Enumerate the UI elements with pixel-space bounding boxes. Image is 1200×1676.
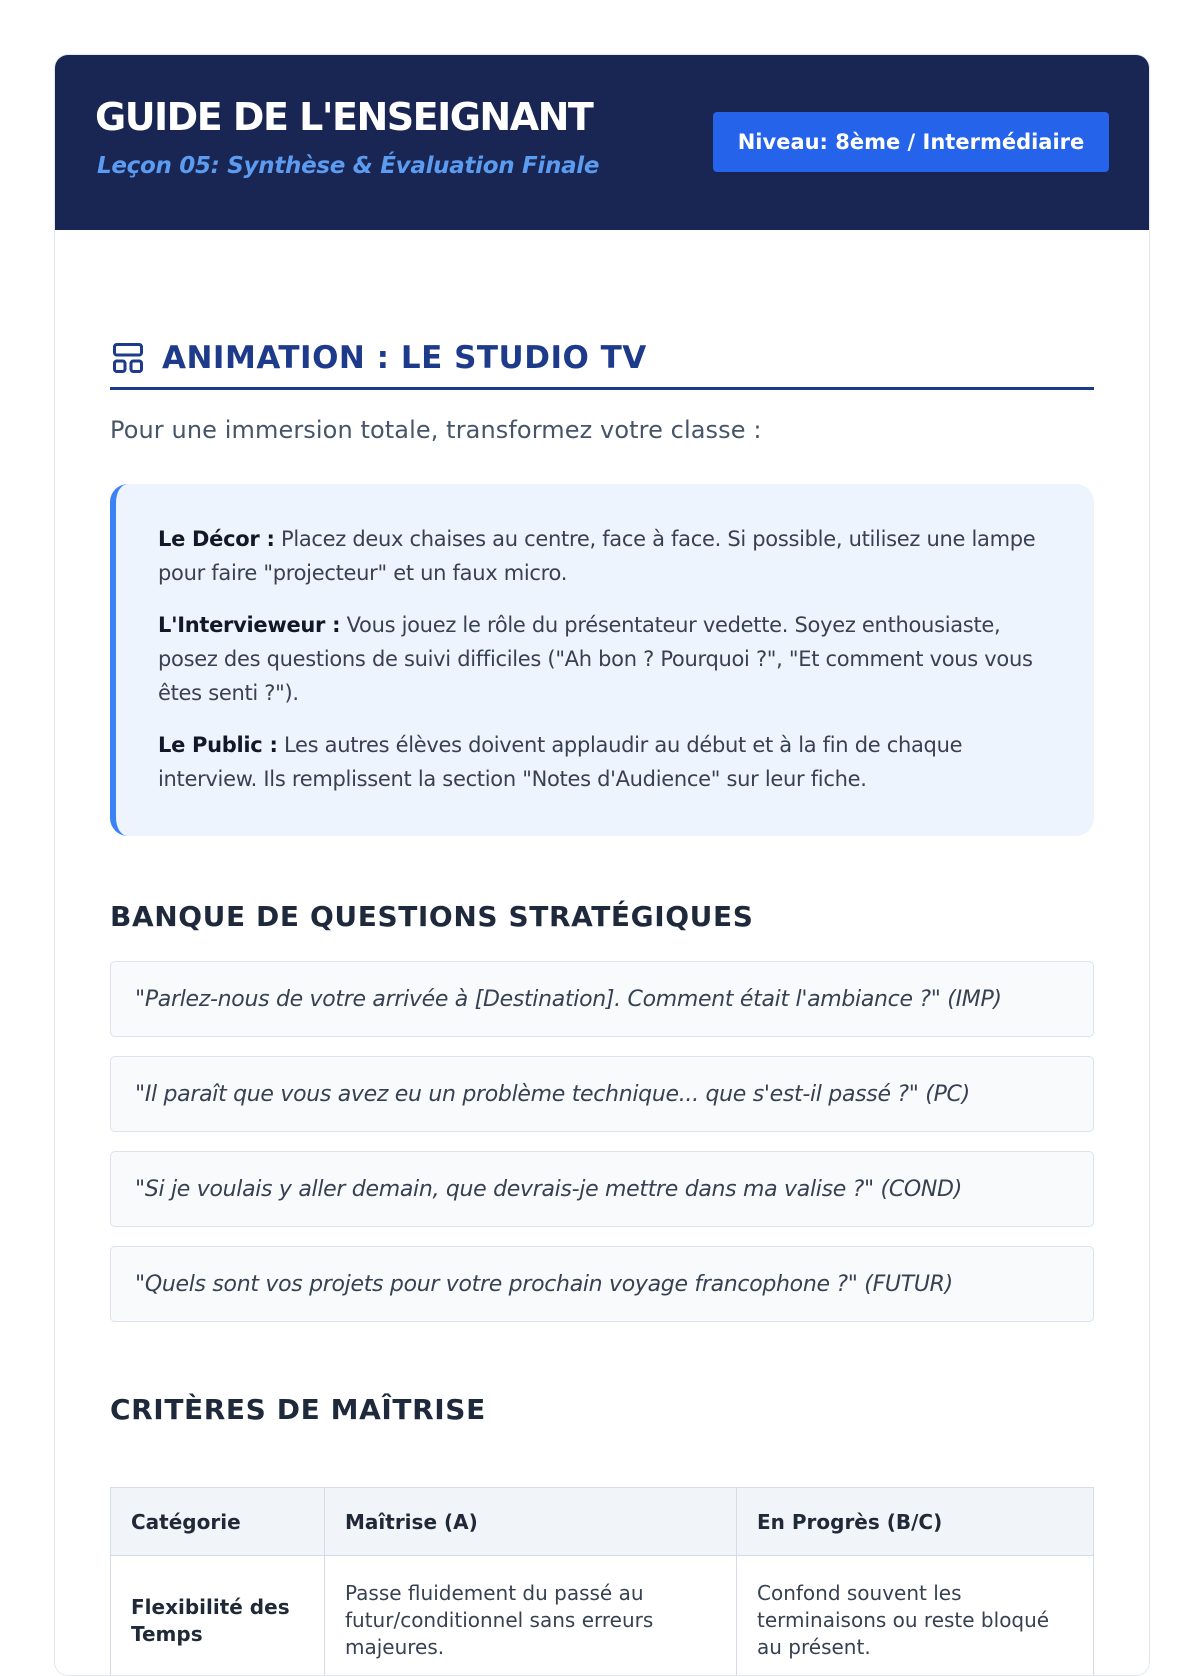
question-item: "Si je voulais y aller demain, que devrais-je mettre dans ma valise ?" (COND) xyxy=(110,1151,1094,1227)
callout-item-public xyxy=(158,728,1054,796)
guide-header xyxy=(55,55,1149,230)
animation-section-title xyxy=(110,338,1094,390)
table-header-row xyxy=(111,1488,1094,1556)
callout-text: Vous jouez le rôle du présentateur vedette. Soyez enthousiaste, posez des questions de suivi difficiles ("Ah bon ? Pourquoi ?", "Et comment vous vous êtes senti ?"). xyxy=(158,613,1033,705)
teacher-guide-card xyxy=(54,54,1150,1676)
table-cell: Confond souvent les terminaisons ou reste bloqué au présent. xyxy=(737,1556,1094,1676)
table-row xyxy=(111,1556,1094,1676)
question-item: "Parlez-nous de votre arrivée à [Destination]. Comment était l'ambiance ?" (IMP) xyxy=(110,961,1094,1037)
animation-title: ANIMATION : LE STUDIO TV xyxy=(162,338,647,378)
callout-term: Le Public : xyxy=(158,733,278,757)
callout-term: Le Décor : xyxy=(158,527,275,551)
callout-item-decor xyxy=(158,522,1054,590)
page-title: GUIDE DE L'ENSEIGNANT xyxy=(95,95,592,139)
layout-icon xyxy=(110,340,146,376)
question-item: "Il paraît que vous avez eu un problème technique... que s'est-il passé ?" (PC) xyxy=(110,1056,1094,1132)
questions-heading: BANQUE DE QUESTIONS STRATÉGIQUES xyxy=(110,900,753,933)
setup-callout xyxy=(110,484,1094,836)
lesson-subtitle: Leçon 05: Synthèse & Évaluation Finale xyxy=(97,153,599,179)
column-header: Maîtrise (A) xyxy=(325,1488,737,1556)
table-cell: Flexibilité des Temps xyxy=(111,1556,325,1676)
callout-text: Les autres élèves doivent applaudir au début et à la fin de chaque interview. Ils remplissent la section "Notes d'Audience" sur leur fiche. xyxy=(158,733,962,791)
column-header: Catégorie xyxy=(111,1488,325,1556)
level-badge: Niveau: 8ème / Intermédiaire xyxy=(713,112,1109,172)
animation-intro: Pour une immersion totale, transformez votre classe : xyxy=(110,416,762,444)
question-item: "Quels sont vos projets pour votre prochain voyage francophone ?" (FUTUR) xyxy=(110,1246,1094,1322)
criteria-heading: CRITÈRES DE MAÎTRISE xyxy=(110,1393,486,1426)
callout-text: Placez deux chaises au centre, face à face. Si possible, utilisez une lampe pour faire "projecteur" et un faux micro. xyxy=(158,527,1035,585)
column-header: En Progrès (B/C) xyxy=(737,1488,1094,1556)
callout-item-interviewer xyxy=(158,608,1054,710)
table-cell: Passe fluidement du passé au futur/conditionnel sans erreurs majeures. xyxy=(325,1556,737,1676)
callout-term: L'Intervieweur : xyxy=(158,613,340,637)
criteria-table xyxy=(110,1487,1094,1676)
